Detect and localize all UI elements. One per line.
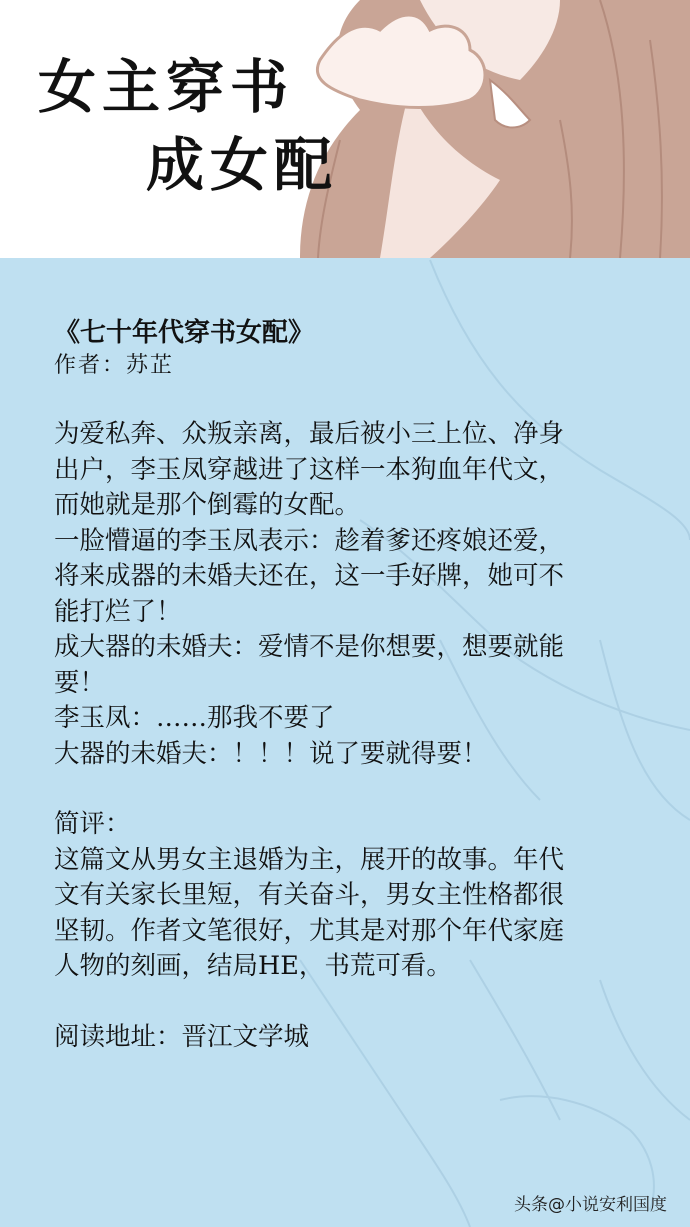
- synopsis-line: 将来成器的未婚夫还在，这一手好牌，她可不: [54, 561, 565, 591]
- book-author: 作者：苏芷: [54, 353, 175, 378]
- review-line: 这篇文从男女主退婚为主，展开的故事。年代: [54, 844, 565, 875]
- synopsis-line: 能打烂了！: [54, 596, 182, 627]
- header-title-line1: 女主穿书: [38, 53, 295, 121]
- synopsis-line: 而她就是那个倒霉的女配。: [54, 490, 361, 520]
- synopsis-line: 出户，李玉凤穿越进了这样一本狗血年代文，: [54, 454, 565, 485]
- read-at: [54, 1020, 654, 1056]
- synopsis-line: 要！: [54, 667, 106, 698]
- header-title-line2: 成女配: [146, 131, 339, 199]
- book-title: 《七十年代穿书女配》: [54, 318, 315, 348]
- review: [54, 807, 654, 985]
- read-at-text: 阅读地址：晋江文学城: [54, 1021, 310, 1052]
- review-line: 人物的刻画，结局HE，书荒可看。: [54, 951, 452, 981]
- review-heading: 简评：: [54, 809, 131, 839]
- synopsis-line: 成大器的未婚夫：爱情不是你想要，想要就能: [54, 632, 565, 662]
- header-banner: [0, 0, 690, 258]
- watermark: 头条@小说安利国度: [514, 1195, 667, 1215]
- synopsis-line: 为爱私奔、众叛亲离，最后被小三上位、净身: [54, 419, 565, 449]
- synopsis: [54, 417, 654, 772]
- synopsis-line: 大器的未婚夫：！！！说了要就得要！: [54, 738, 488, 769]
- book-recommendation: [54, 316, 654, 1055]
- synopsis-line: 李玉凤：……那我不要了: [54, 703, 335, 733]
- girl-illustration: [0, 0, 690, 258]
- review-line: 文有关家长里短，有关奋斗，男女主性格都很: [54, 880, 565, 910]
- review-line: 坚韧。作者文笔很好，尤其是对那个年代家庭: [54, 915, 565, 946]
- synopsis-line: 一脸懵逼的李玉凤表示：趁着爹还疼娘还爱，: [54, 525, 565, 556]
